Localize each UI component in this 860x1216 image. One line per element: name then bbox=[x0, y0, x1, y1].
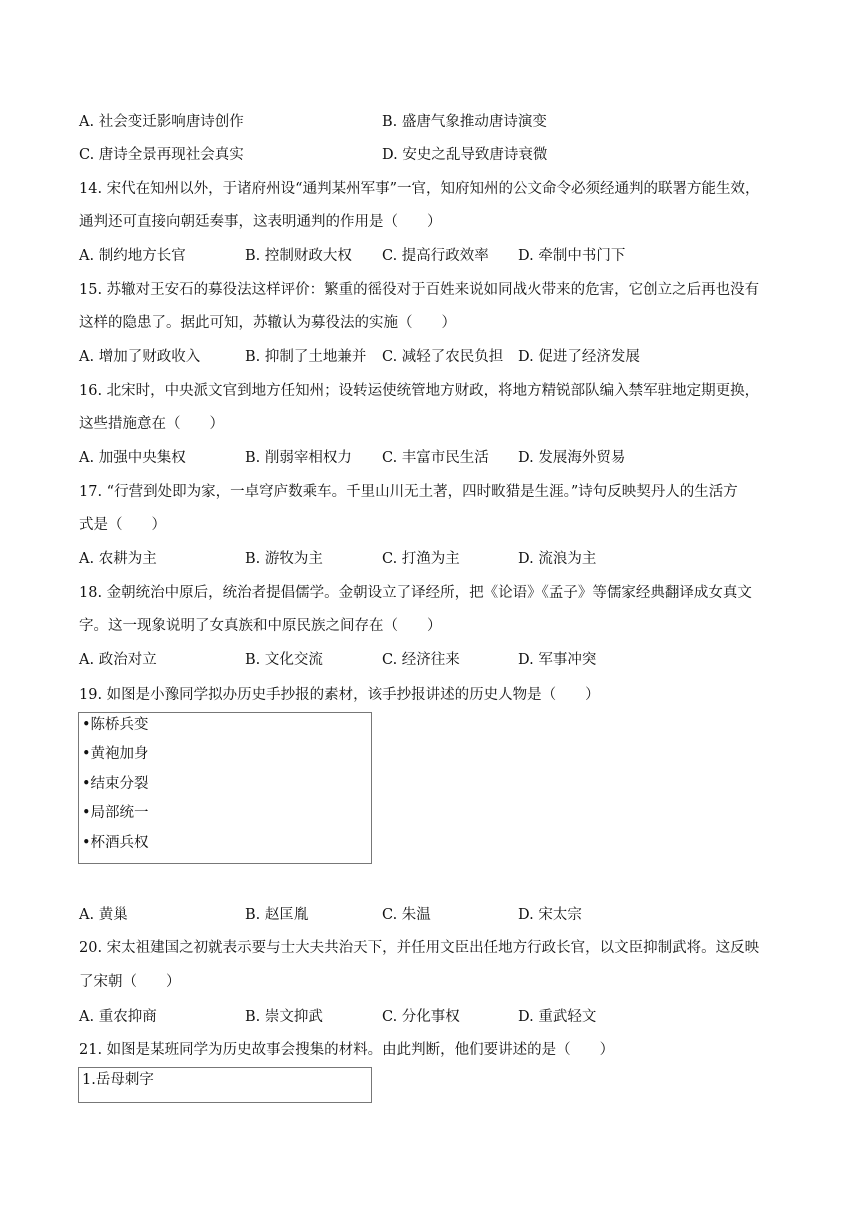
q19-box-item: •黄袍加身 bbox=[82, 746, 149, 762]
q17-option-c: C. 打渔为主 bbox=[382, 551, 460, 567]
q20-option-a: A. 重农抑商 bbox=[79, 1009, 157, 1025]
q18-stem-line1: 18. 金朝统治中原后，统治者提倡儒学。金朝设立了译经所，把《论语》《孟子》等儒家经典翻译成女真文 bbox=[79, 585, 752, 601]
q13-option-b: B. 盛唐气象推动唐诗演变 bbox=[382, 114, 547, 130]
q19-box-item: •结束分裂 bbox=[82, 776, 149, 792]
q19-box-item: •局部统一 bbox=[82, 805, 149, 821]
q16-option-a: A. 加强中央集权 bbox=[79, 450, 186, 466]
q19-option-d: D. 宋太宗 bbox=[518, 907, 582, 923]
q20-option-c: C. 分化事权 bbox=[382, 1009, 460, 1025]
q21-stem-line1: 21. 如图是某班同学为历史故事会搜集的材料。由此判断，他们要讲述的是（ ） bbox=[79, 1042, 615, 1058]
q14-option-b: B. 控制财政大权 bbox=[245, 248, 352, 264]
q17-stem-line2: 式是（ ） bbox=[79, 517, 166, 533]
q14-option-d: D. 牵制中书门下 bbox=[518, 248, 626, 264]
q16-option-b: B. 削弱宰相权力 bbox=[245, 450, 352, 466]
q17-stem-line1: 17. “行营到处即为家，一卓穹庐数乘车。千里山川无土著，四时畋猎是生涯。”诗句反映契丹人的生活方 bbox=[79, 484, 738, 500]
q17-option-d: D. 流浪为主 bbox=[518, 551, 597, 567]
q20-stem-line1: 20. 宋太祖建国之初就表示要与士大夫共治天下，并任用文臣出任地方行政长官，以文臣抑制武将。这反映 bbox=[79, 940, 760, 956]
q21-material-box bbox=[78, 1067, 372, 1103]
q20-option-b: B. 崇文抑武 bbox=[245, 1009, 323, 1025]
q17-option-a: A. 农耕为主 bbox=[79, 551, 157, 567]
q15-option-a: A. 增加了财政收入 bbox=[79, 349, 201, 365]
q16-option-d: D. 发展海外贸易 bbox=[518, 450, 626, 466]
q14-option-c: C. 提高行政效率 bbox=[382, 248, 489, 264]
q19-option-c: C. 朱温 bbox=[382, 907, 431, 923]
q15-option-d: D. 促进了经济发展 bbox=[518, 349, 640, 365]
q19-box-item: •杯酒兵权 bbox=[82, 835, 149, 851]
q19-box-item: •陈桥兵变 bbox=[82, 717, 149, 733]
q16-option-c: C. 丰富市民生活 bbox=[382, 450, 489, 466]
q19-option-a: A. 黄巢 bbox=[79, 907, 128, 923]
q20-option-d: D. 重武轻文 bbox=[518, 1009, 597, 1025]
q19-stem-line1: 19. 如图是小豫同学拟办历史手抄报的素材，该手抄报讲述的历史人物是（ ） bbox=[79, 687, 600, 703]
q16-stem-line2: 这些措施意在（ ） bbox=[79, 416, 224, 432]
q16-stem-line1: 16. 北宋时，中央派文官到地方任知州；设转运使统管地方财政，将地方精锐部队编入禁军驻地定期更换， bbox=[79, 383, 760, 399]
q13-option-d: D. 安史之乱导致唐诗衰微 bbox=[382, 147, 548, 163]
q14-option-a: A. 制约地方长官 bbox=[79, 248, 186, 264]
q13-option-c: C. 唐诗全景再现社会真实 bbox=[79, 147, 244, 163]
q15-stem-line2: 这样的隐患了。据此可知，苏辙认为募役法的实施（ ） bbox=[79, 315, 456, 331]
q18-option-c: C. 经济往来 bbox=[382, 652, 460, 668]
q15-stem-line1: 15. 苏辙对王安石的募役法这样评价：繁重的徭役对于百姓来说如同战火带来的危害，它创立之后再也没有 bbox=[79, 282, 760, 298]
q19-material-box bbox=[78, 712, 372, 864]
q13-option-a: A. 社会变迁影响唐诗创作 bbox=[79, 114, 244, 130]
q15-option-b: B. 抑制了土地兼并 bbox=[245, 349, 367, 365]
q18-option-b: B. 文化交流 bbox=[245, 652, 323, 668]
q17-option-b: B. 游牧为主 bbox=[245, 551, 323, 567]
q18-option-d: D. 军事冲突 bbox=[518, 652, 597, 668]
q15-option-c: C. 减轻了农民负担 bbox=[382, 349, 504, 365]
q14-stem-line2: 通判还可直接向朝廷奏事，这表明通判的作用是（ ） bbox=[79, 214, 442, 230]
q14-stem-line1: 14. 宋代在知州以外，于诸府州设“通判某州军事”一官，知府知州的公文命令必须经通判的联署方能生效， bbox=[79, 181, 760, 197]
q18-stem-line2: 字。这一现象说明了女真族和中原民族之间存在（ ） bbox=[79, 618, 442, 634]
q19-option-b: B. 赵匡胤 bbox=[245, 907, 309, 923]
q20-stem-line2: 了宋朝（ ） bbox=[79, 974, 181, 990]
q21-box-item: 1.岳母刺字 bbox=[82, 1072, 154, 1088]
q18-option-a: A. 政治对立 bbox=[79, 652, 157, 668]
